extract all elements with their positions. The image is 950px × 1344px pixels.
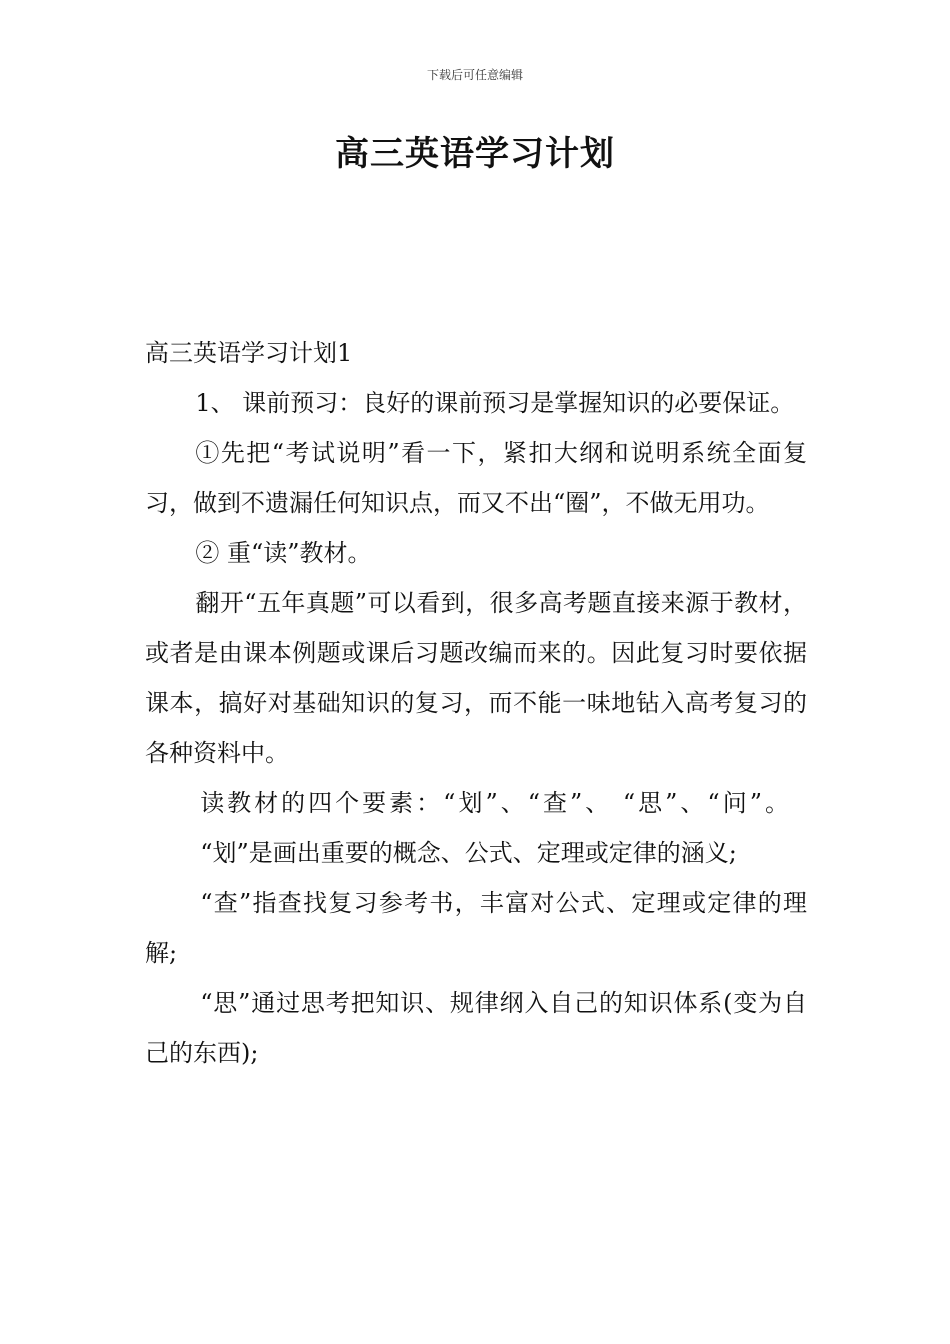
paragraph-exam-outline: ①先把“考试说明”看一下，紧扣大纲和说明系统全面复习，做到不遗漏任何知识点，而又不出“圈”，不做无用功。 [145, 439, 807, 517]
paragraph-four-elements: 读教材的四个要素：“划”、“查”、 “思”、“问”。 [200, 789, 792, 817]
paragraph-check: “查”指查找复习参考书，丰富对公式、定理或定律的理解; [145, 889, 807, 967]
document-title: 高三英语学习计划 [335, 134, 615, 174]
section-heading: 高三英语学习计划1 [145, 339, 353, 367]
paragraph-read-textbook: ② 重“读”教材。 [195, 539, 372, 567]
paragraph-mark: “划”是画出重要的概念、公式、定理或定律的涵义; [200, 839, 737, 867]
document-body [145, 328, 807, 1078]
paragraph-preview: 1、 课前预习：良好的课前预习是掌握知识的必要保证。 [195, 389, 795, 417]
paragraph-think: “思”通过思考把知识、规律纲入自己的知识体系(变为自己的东西); [145, 989, 807, 1067]
paragraph-five-year-exams: 翻开“五年真题”可以看到，很多高考题直接来源于教材，或者是由课本例题或课后习题改编而来的。因此复习时要依据课本，搞好对基础知识的复习，而不能一味地钻入高考复习的各种资料中。 [145, 589, 807, 767]
header-note: 下载后可任意编辑 [426, 68, 523, 82]
